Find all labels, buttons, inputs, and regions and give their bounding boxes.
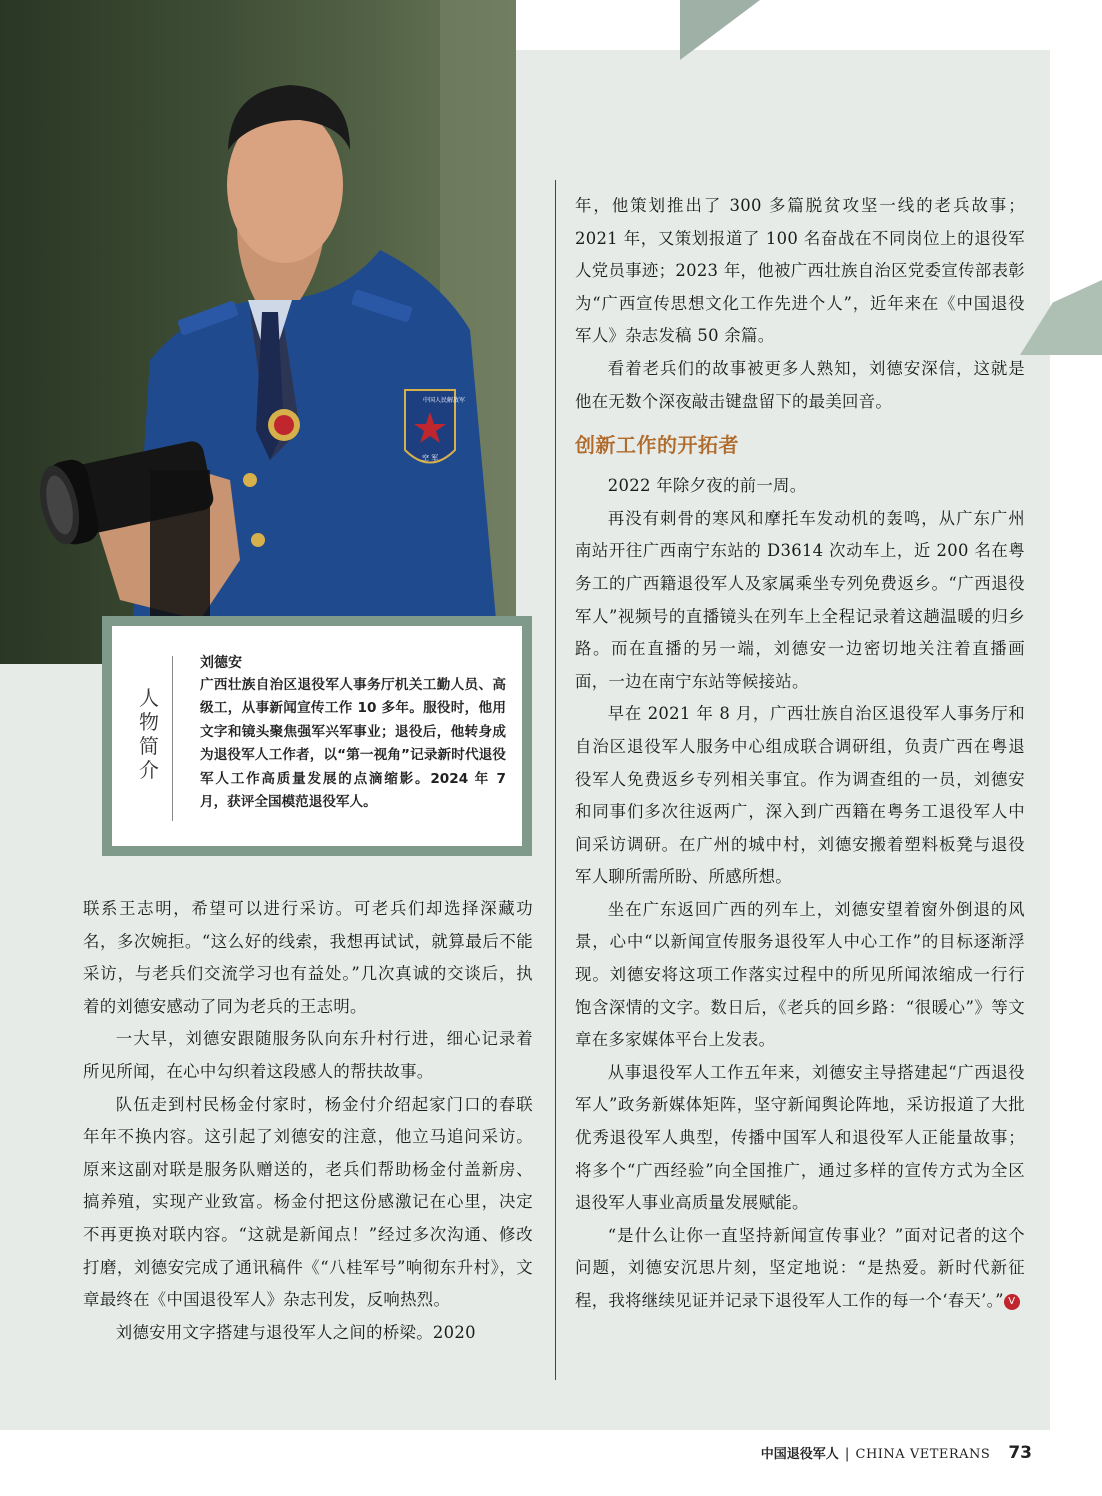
soldier-illustration [0,0,516,664]
paragraph: 再没有刺骨的寒风和摩托车发动机的轰鸣，从广东广州南站开往广西南宁东站的 D3614 次动车上，近 200 名在粤务工的广西籍退役军人及家属乘坐专列免费返乡。“广西退役军人”视频号的直播镜头在列车上全程记录着这趟温暖的归乡路。而在直播的另一端，刘德安一边密切地关注着直播画面，一边在南宁东站等候接站。 [575,508,1025,691]
profile-divider [172,656,173,821]
arm-patch-text-2: 空 军 [422,454,439,462]
paragraph-text: “是什么让你一直坚持新闻宣传事业？”面对记者的这个问题，刘德安沉思片刻，坚定地说：“是热爱。新时代新征程，我将继续见证并记录下退役军人工作的每一个‘春天’。” [575,1225,1025,1310]
paragraph: 坐在广东返回广西的列车上，刘德安望着窗外倒退的风景，心中“以新闻宣传服务退役军人中心工作”的目标逐渐浮现。刘德安将这项工作落实过程中的所见所闻浓缩成一行行饱含深情的文字。数日后，《老兵的回乡路：“很暖心”》等文章在多家媒体平台上发表。 [575,899,1025,1050]
paragraph-final [575,1220,1025,1318]
footer-magazine-cn: 中国退役军人 [760,1447,839,1462]
paragraph: 看着老兵们的故事被更多人熟知，刘德安深信，这就是他在无数个深夜敲击键盘留下的最美回音。 [575,358,1025,411]
left-column [83,893,533,1349]
page-footer [761,1443,1032,1463]
column-divider [555,180,556,1380]
portrait-photo [0,0,516,664]
paragraph: 早在 2021 年 8 月，广西壮族自治区退役军人事务厅和自治区退役军人服务中心组成联合调研组，负责广西在粤退役军人免费返乡专列相关事宜。作为调查组的一员，刘德安和同事们多次往返两广，深入到广西籍在粤务工退役军人中间采访调研。在广州的城中村，刘德安搬着塑料板凳与退役军人聊所需所盼、所感所想。 [575,704,1025,887]
paragraph: 刘德安用文字搭建与退役军人之间的桥梁。2020 [115,1322,476,1342]
paragraph: 2022 年除夕夜的前一周。 [607,476,807,496]
paragraph: 队伍走到村民杨金付家时，杨金付介绍起家门口的春联年年不换内容。这引起了刘德安的注意，他立马追问采访。原来这副对联是服务队赠送的，老兵们帮助杨金付盖新房、搞养殖，实现产业致富。杨金付把这份感激记在心里，决定不再更换对联内容。“这就是新闻点！”经过多次沟通、修改打磨，刘德安完成了通讯稿件《“八桂军号”响彻东升村》，文章最终在《中国退役军人》杂志刊发，反响热烈。 [83,1094,533,1310]
arm-patch-text: 中国人民解放军 [423,397,466,404]
paragraph: 联系王志明，希望可以进行采访。可老兵们却选择深藏功名，多次婉拒。“这么好的线索，我想再试试，就算最后不能采访，与老兵们交流学习也有益处。”几次真诚的交谈后，执着的刘德安感动了同为老兵的王志明。 [83,899,533,1016]
profile-box [102,616,532,856]
section-title: 创新工作的开拓者 [575,433,739,458]
profile-box-inner [112,626,522,846]
profile-text: 广西壮族自治区退役军人事务厅机关工勤人员、高级工，从事新闻宣传工作 10 多年。服役时，他用文字和镜头聚焦强军兴军事业；退役后，他转身成为退役军人工作者，以“第一视角”记录新时代退役军人工作高质量发展的点滴缩影。2024 年 7 月，获评全国模范退役军人。 [200,677,506,811]
footer-separator: | [844,1446,850,1462]
right-column [575,190,1025,1318]
paragraph: 一大早，刘德安跟随服务队向东升村行进，细心记录着所见所闻，在心中勾织着这段感人的帮扶故事。 [83,1029,533,1081]
paragraph: 从事退役军人工作五年来，刘德安主导搭建起“广西退役军人”政务新媒体矩阵，坚守新闻舆论阵地，采访报道了大批优秀退役军人典型，传播中国军人和退役军人正能量故事；将多个“广西经验”向全国推广，通过多样的宣传方式为全区退役军人事业高质量发展赋能。 [575,1062,1025,1213]
profile-label: 人物简介 [139,686,159,782]
end-mark-icon: V [1004,1294,1020,1310]
page-number: 73 [1008,1443,1032,1463]
profile-name: 刘德安 [200,655,242,671]
paragraph: 年，他策划推出了 300 多篇脱贫攻坚一线的老兵故事；2021 年，又策划报道了 100 名奋战在不同岗位上的退役军人党员事迹；2023 年，他被广西壮族自治区党委宣传部表彰为“广西宣传思想文化工作先进个人”，近年来在《中国退役军人》杂志发稿 50 余篇。 [575,196,1025,346]
footer-magazine-en: CHINA VETERANS [855,1447,991,1462]
